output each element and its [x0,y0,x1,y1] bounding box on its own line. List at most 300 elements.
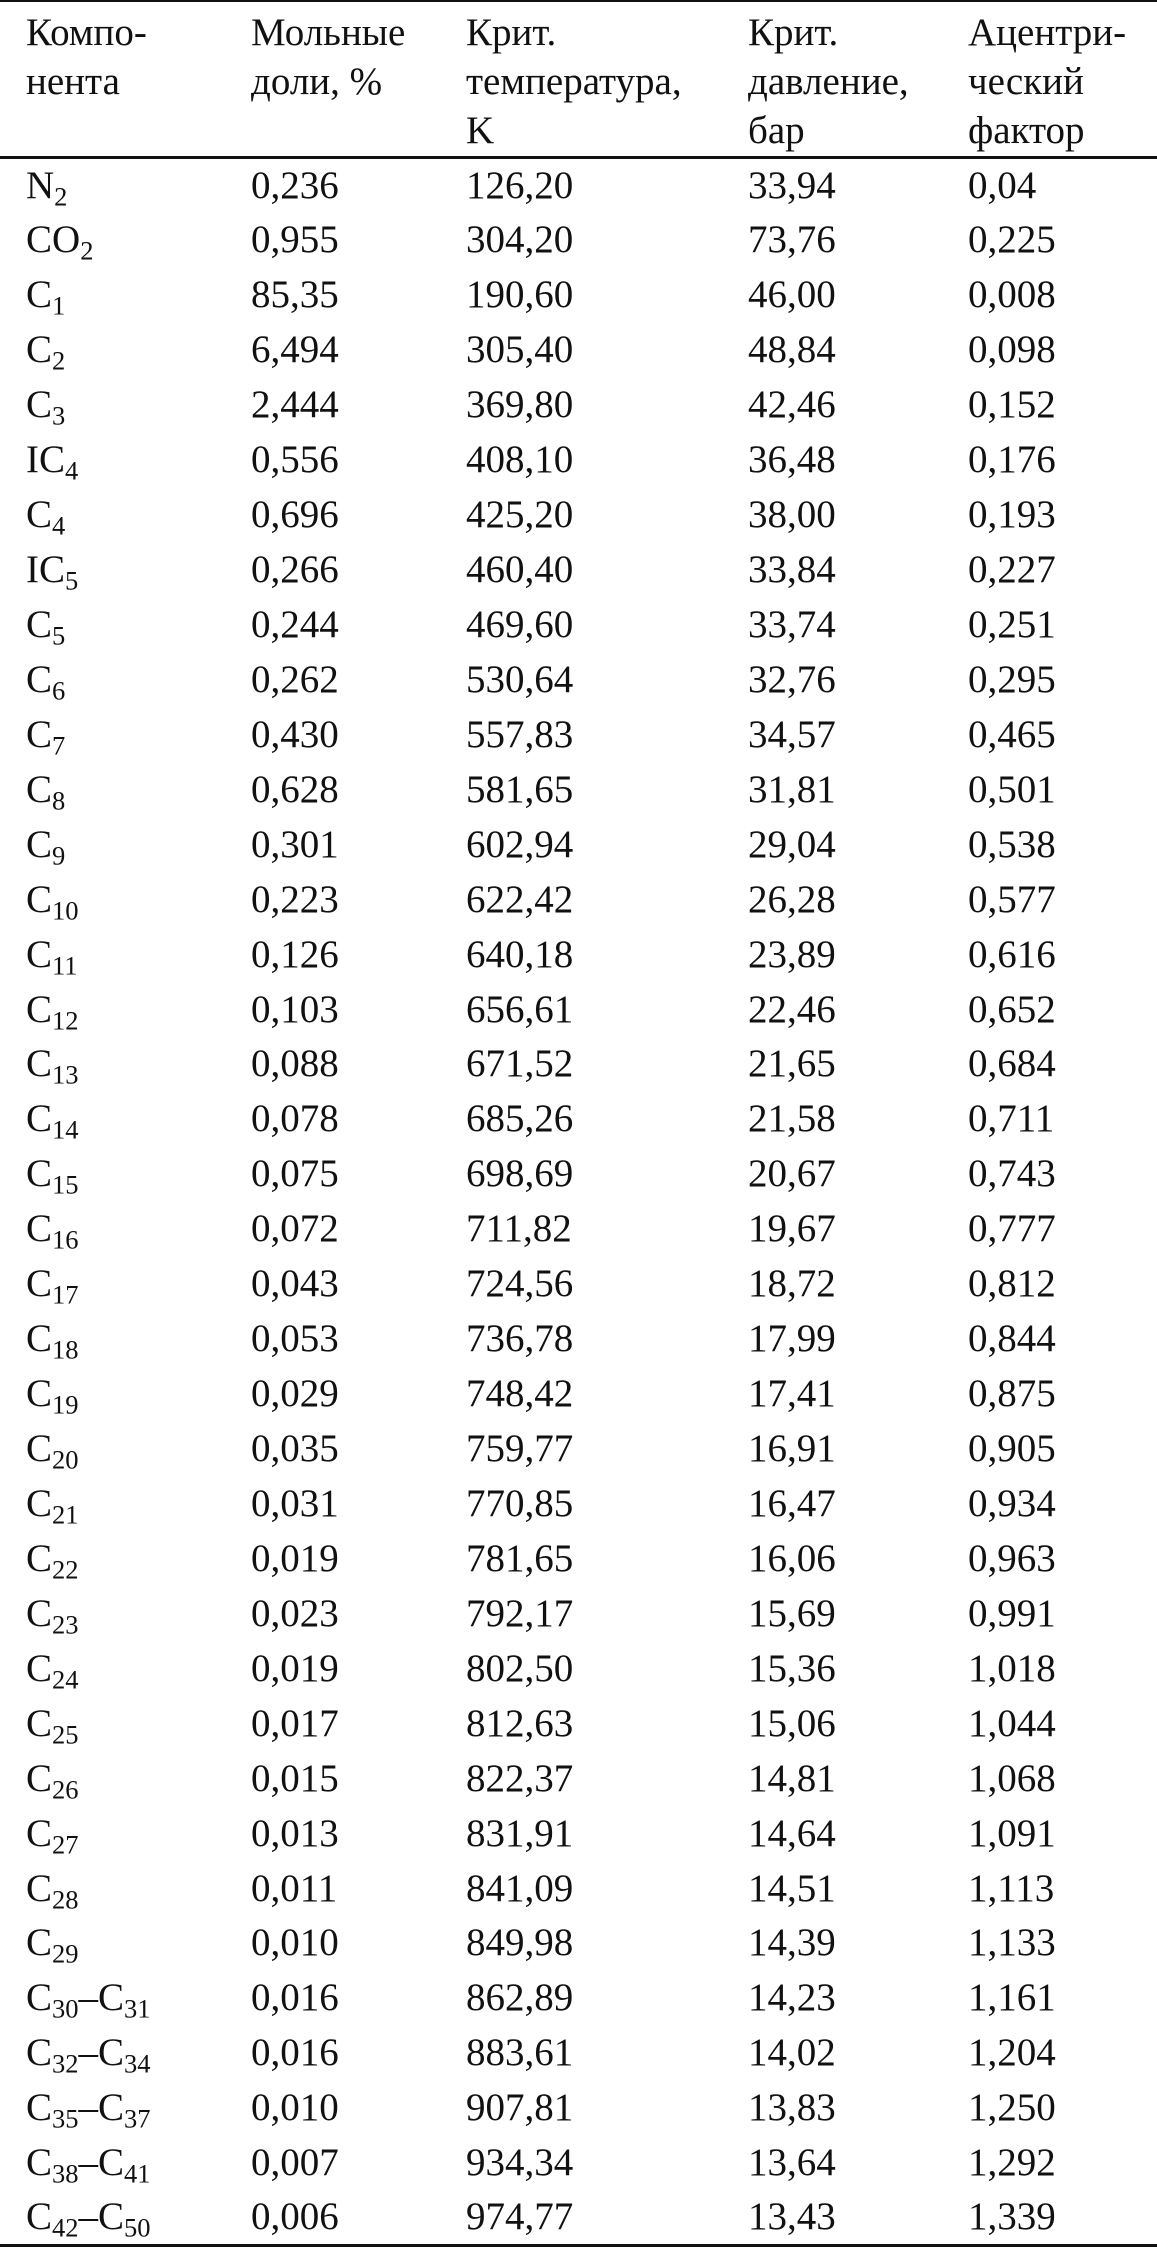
crit-temperature-cell: 460,40 [466,548,574,592]
component-formula: C [26,1811,53,1855]
component-formula: C [26,1097,53,1141]
header-line: Мольные [251,11,406,54]
table-row [0,1751,1157,1806]
crit-temperature-cell: 724,56 [466,1262,574,1306]
mole-fraction-cell: 0,075 [251,1152,339,1196]
crit-temperature-cell: 190,60 [466,273,574,317]
crit-temperature-cell: 841,09 [466,1866,574,1910]
component-subscript: 35 [52,2103,79,2134]
component-formula: C [26,2086,53,2130]
mole-fraction-cell: 0,016 [251,2031,339,2075]
crit-temperature-cell: 792,17 [466,1591,574,1635]
component-cell [0,652,225,707]
crit-temperature-cell: 736,78 [466,1317,574,1361]
acentric-factor-cell: 0,152 [968,383,1056,427]
header-line: Ацентри- [968,11,1127,54]
mole-fraction-cell: 0,010 [251,2086,339,2130]
header-line: температура, [466,60,682,103]
crit-pressure-cell: 21,58 [748,1097,836,1141]
header-mole-fraction [225,1,440,158]
component-cell [0,158,225,213]
table-row [0,542,1157,597]
crit-pressure-cell: 17,99 [748,1317,836,1361]
component-formula: C [26,1481,53,1525]
acentric-factor-cell: 0,501 [968,767,1056,811]
acentric-factor-cell: 1,161 [968,1976,1056,2020]
component-cell [0,597,225,652]
table-row [0,1586,1157,1641]
mole-fraction-cell: 0,262 [251,657,339,701]
acentric-factor-cell: 0,04 [968,164,1037,208]
component-cell [0,377,225,432]
crit-pressure-cell: 14,39 [748,1921,836,1965]
component-cell [0,1696,225,1751]
table-row [0,652,1157,707]
component-formula: C [26,712,53,756]
acentric-factor-cell: 0,963 [968,1536,1056,1580]
crit-pressure-cell: 18,72 [748,1262,836,1306]
component-subscript: 2 [80,235,94,266]
component-cell [0,2190,225,2245]
component-formula: C [98,2195,125,2239]
table-row [0,377,1157,432]
header-line: ческий [968,60,1084,103]
range-dash: – [78,1976,99,2020]
crit-temperature-cell: 849,98 [466,1921,574,1965]
crit-temperature-cell: 622,42 [466,877,574,921]
mole-fraction-cell: 6,494 [251,328,339,372]
table-row [0,1146,1157,1201]
table-body [0,158,1157,2246]
table-row [0,212,1157,267]
header-line: Крит. [748,11,839,54]
acentric-factor-cell: 0,577 [968,877,1056,921]
component-formula: C [26,1372,53,1416]
component-subscript: 31 [124,1993,151,2024]
acentric-factor-cell: 1,018 [968,1646,1056,1690]
table-row [0,1366,1157,1421]
range-dash: – [78,2195,99,2239]
component-subscript: 9 [52,840,66,871]
crit-temperature-cell: 862,89 [466,1976,574,2020]
component-formula: C [98,2141,125,2185]
crit-temperature-cell: 304,20 [466,218,574,262]
table-header [0,1,1157,158]
component-formula: C [26,328,53,372]
component-formula: C [26,1921,53,1965]
crit-temperature-cell: 934,34 [466,2141,574,2185]
acentric-factor-cell: 0,295 [968,657,1056,701]
crit-pressure-cell: 33,94 [748,164,836,208]
mole-fraction-cell: 0,301 [251,822,339,866]
crit-temperature-cell: 640,18 [466,932,574,976]
component-cell [0,432,225,487]
acentric-factor-cell: 1,339 [968,2195,1056,2239]
component-formula: C [26,2141,53,2185]
component-subscript: 10 [52,895,79,926]
acentric-factor-cell: 0,227 [968,548,1056,592]
crit-pressure-cell: 26,28 [748,877,836,921]
component-formula: C [26,1262,53,1306]
crit-temperature-cell: 685,26 [466,1097,574,1141]
mole-fraction-cell: 0,010 [251,1921,339,1965]
component-subscript: 15 [52,1169,79,1200]
component-subscript: 4 [65,455,79,486]
header-line: нента [26,60,120,103]
header-line: доли, % [251,60,383,103]
component-cell [0,2025,225,2080]
component-formula: N [26,164,55,208]
acentric-factor-cell: 0,684 [968,1042,1056,1086]
component-subscript: 20 [52,1444,79,1475]
component-cell [0,707,225,762]
table-row [0,2080,1157,2135]
mole-fraction-cell: 0,088 [251,1042,339,1086]
mole-fraction-cell: 0,955 [251,218,339,262]
crit-temperature-cell: 126,20 [466,164,574,208]
range-dash: – [78,2141,99,2185]
component-cell [0,1970,225,2025]
acentric-factor-cell: 1,133 [968,1921,1056,1965]
crit-pressure-cell: 36,48 [748,438,836,482]
component-cell [0,927,225,982]
component-cell [0,2135,225,2190]
crit-temperature-cell: 469,60 [466,602,574,646]
component-cell [0,1916,225,1971]
component-cell [0,267,225,322]
header-line: Компо- [26,11,147,54]
component-subscript: 1 [52,290,66,321]
crit-pressure-cell: 42,46 [748,383,836,427]
component-subscript: 19 [52,1389,79,1420]
acentric-factor-cell: 0,225 [968,218,1056,262]
component-subscript: 11 [52,950,78,981]
component-cell [0,1256,225,1311]
mole-fraction-cell: 0,266 [251,548,339,592]
mole-fraction-cell: 0,019 [251,1646,339,1690]
acentric-factor-cell: 1,204 [968,2031,1056,2075]
header-line: K [466,109,495,152]
component-cell [0,212,225,267]
component-formula: C [26,1976,53,2020]
component-subscript: 24 [52,1664,79,1695]
mole-fraction-cell: 85,35 [251,273,339,317]
mole-fraction-cell: 0,007 [251,2141,339,2185]
mole-fraction-cell: 0,072 [251,1207,339,1251]
component-cell [0,1861,225,1916]
component-subscript: 14 [52,1114,79,1145]
crit-pressure-cell: 15,36 [748,1646,836,1690]
crit-temperature-cell: 602,94 [466,822,574,866]
acentric-factor-cell: 0,538 [968,822,1056,866]
component-cell [0,1586,225,1641]
component-subscript: 4 [52,510,66,541]
component-subscript: 2 [52,345,66,376]
mole-fraction-cell: 0,043 [251,1262,339,1306]
component-formula: C [26,1701,53,1745]
component-formula: IC [26,438,65,482]
component-formula: C [26,1207,53,1251]
component-formula: C [26,1042,53,1086]
crit-temperature-cell: 711,82 [466,1207,572,1251]
crit-temperature-cell: 781,65 [466,1536,574,1580]
header-line: давление, [748,60,909,103]
component-cell [0,982,225,1037]
crit-temperature-cell: 581,65 [466,767,574,811]
mole-fraction-cell: 0,017 [251,1701,339,1745]
mole-fraction-cell: 0,013 [251,1811,339,1855]
table-row [0,1531,1157,1586]
table-row [0,1091,1157,1146]
acentric-factor-cell: 1,044 [968,1701,1056,1745]
crit-pressure-cell: 32,76 [748,657,836,701]
table-row [0,927,1157,982]
component-subscript: 38 [52,2158,79,2189]
table-row [0,322,1157,377]
acentric-factor-cell: 0,193 [968,493,1056,537]
crit-pressure-cell: 13,83 [748,2086,836,2130]
component-subscript: 16 [52,1224,79,1255]
header-crit-pressure [722,1,942,158]
acentric-factor-cell: 1,091 [968,1811,1056,1855]
component-formula: CO [26,218,81,262]
crit-temperature-cell: 671,52 [466,1042,574,1086]
crit-pressure-cell: 23,89 [748,932,836,976]
table-row [0,432,1157,487]
crit-pressure-cell: 46,00 [748,273,836,317]
crit-pressure-cell: 16,06 [748,1536,836,1580]
component-formula: C [26,1591,53,1635]
mole-fraction-cell: 0,628 [251,767,339,811]
component-subscript: 34 [124,2048,151,2079]
table-row [0,2025,1157,2080]
crit-pressure-cell: 20,67 [748,1152,836,1196]
acentric-factor-cell: 0,251 [968,602,1056,646]
table-row [0,1201,1157,1256]
component-subscript: 17 [52,1279,79,1310]
header-line: Крит. [466,11,557,54]
table-row [0,762,1157,817]
component-cell [0,487,225,542]
component-subscript: 22 [52,1554,79,1585]
component-cell [0,1201,225,1256]
component-cell [0,1641,225,1696]
component-subscript: 37 [124,2103,151,2134]
table-row [0,1256,1157,1311]
crit-pressure-cell: 21,65 [748,1042,836,1086]
component-formula: C [26,383,53,427]
crit-temperature-cell: 759,77 [466,1427,574,1471]
component-cell [0,542,225,597]
range-dash: – [78,2086,99,2130]
component-formula: C [26,1866,53,1910]
component-cell [0,322,225,377]
component-formula: C [26,273,53,317]
table-row [0,982,1157,1037]
mole-fraction-cell: 0,244 [251,602,339,646]
mole-fraction-cell: 0,078 [251,1097,339,1141]
component-formula: C [26,1152,53,1196]
component-cell [0,1751,225,1806]
header-line: фактор [968,109,1085,152]
component-subscript: 27 [52,1829,79,1860]
crit-pressure-cell: 13,64 [748,2141,836,2185]
component-cell [0,1366,225,1421]
crit-temperature-cell: 770,85 [466,1481,574,1525]
acentric-factor-cell: 0,652 [968,987,1056,1031]
table-row [0,158,1157,213]
crit-pressure-cell: 15,69 [748,1591,836,1635]
header-crit-temperature [440,1,722,158]
table-row [0,597,1157,652]
component-subscript: 7 [52,730,66,761]
table-row [0,1861,1157,1916]
component-formula: C [26,877,53,921]
component-subscript: 32 [52,2048,79,2079]
crit-pressure-cell: 38,00 [748,493,836,537]
crit-temperature-cell: 698,69 [466,1152,574,1196]
component-cell [0,872,225,927]
mole-fraction-cell: 0,016 [251,1976,339,2020]
component-formula: C [26,602,53,646]
table-row [0,817,1157,872]
crit-temperature-cell: 369,80 [466,383,574,427]
component-subscript: 30 [52,1993,79,2024]
acentric-factor-cell: 0,465 [968,712,1056,756]
component-formula: C [98,1976,125,2020]
component-subscript: 8 [52,785,66,816]
component-subscript: 3 [52,400,66,431]
component-subscript: 21 [52,1499,79,1530]
table-row [0,1916,1157,1971]
crit-pressure-cell: 48,84 [748,328,836,372]
mole-fraction-cell: 0,126 [251,932,339,976]
mole-fraction-cell: 0,556 [251,438,339,482]
acentric-factor-cell: 0,991 [968,1591,1056,1635]
acentric-factor-cell: 0,743 [968,1152,1056,1196]
crit-pressure-cell: 73,76 [748,218,836,262]
component-cell [0,1531,225,1586]
table-row [0,1421,1157,1476]
component-formula: C [98,2086,125,2130]
component-formula: C [26,657,53,701]
crit-temperature-cell: 822,37 [466,1756,574,1800]
acentric-factor-cell: 0,844 [968,1317,1056,1361]
mole-fraction-cell: 0,696 [251,493,339,537]
crit-temperature-cell: 408,10 [466,438,574,482]
crit-pressure-cell: 31,81 [748,767,836,811]
component-subscript: 5 [65,565,79,596]
crit-pressure-cell: 14,02 [748,2031,836,2075]
component-formula: C [26,1427,53,1471]
mole-fraction-cell: 0,011 [251,1866,338,1910]
table-row [0,267,1157,322]
crit-temperature-cell: 907,81 [466,2086,574,2130]
component-subscript: 26 [52,1774,79,1805]
component-subscript: 28 [52,1883,79,1914]
component-formula: C [26,767,53,811]
crit-temperature-cell: 425,20 [466,493,574,537]
crit-pressure-cell: 14,64 [748,1811,836,1855]
mole-fraction-cell: 0,053 [251,1317,339,1361]
component-cell [0,1476,225,1531]
header-acentric-factor [942,1,1157,158]
acentric-factor-cell: 0,616 [968,932,1056,976]
mole-fraction-cell: 0,430 [251,712,339,756]
component-subscript: 18 [52,1334,79,1365]
acentric-factor-cell: 0,934 [968,1481,1056,1525]
component-formula: IC [26,548,65,592]
range-dash: – [78,2031,99,2075]
acentric-factor-cell: 0,098 [968,328,1056,372]
crit-pressure-cell: 14,51 [748,1866,836,1910]
crit-temperature-cell: 656,61 [466,987,574,1031]
acentric-factor-cell: 0,711 [968,1097,1055,1141]
component-cell [0,1037,225,1092]
crit-temperature-cell: 812,63 [466,1701,574,1745]
table-row [0,2190,1157,2245]
component-cell [0,1091,225,1146]
crit-pressure-cell: 13,43 [748,2195,836,2239]
component-cell [0,762,225,817]
header-row [0,1,1157,158]
component-formula: C [98,2031,125,2075]
component-cell [0,2080,225,2135]
component-subscript: 5 [52,620,66,651]
mole-fraction-cell: 0,035 [251,1427,339,1471]
component-cell [0,817,225,872]
component-formula: C [26,2195,53,2239]
table-row [0,1970,1157,2025]
crit-pressure-cell: 14,23 [748,1976,836,2020]
component-formula: C [26,932,53,976]
table-row [0,1806,1157,1861]
component-cell [0,1806,225,1861]
component-formula: C [26,1536,53,1580]
crit-temperature-cell: 748,42 [466,1372,574,1416]
component-subscript: 41 [124,2158,151,2189]
mole-fraction-cell: 0,023 [251,1591,339,1635]
crit-pressure-cell: 19,67 [748,1207,836,1251]
component-cell [0,1146,225,1201]
mole-fraction-cell: 0,029 [251,1372,339,1416]
table-row [0,1476,1157,1531]
acentric-factor-cell: 0,812 [968,1262,1056,1306]
component-subscript: 42 [52,2212,79,2243]
crit-pressure-cell: 33,74 [748,602,836,646]
table-row [0,872,1157,927]
crit-temperature-cell: 831,91 [466,1811,574,1855]
crit-pressure-cell: 17,41 [748,1372,836,1416]
crit-temperature-cell: 974,77 [466,2195,574,2239]
mole-fraction-cell: 0,006 [251,2195,339,2239]
crit-pressure-cell: 16,47 [748,1481,836,1525]
crit-pressure-cell: 15,06 [748,1701,836,1745]
component-subscript: 50 [124,2212,151,2243]
component-formula: C [26,2031,53,2075]
table-row [0,1641,1157,1696]
acentric-factor-cell: 0,176 [968,438,1056,482]
component-subscript: 6 [52,675,66,706]
crit-pressure-cell: 16,91 [748,1427,836,1471]
mole-fraction-cell: 2,444 [251,383,339,427]
component-formula: C [26,493,53,537]
crit-pressure-cell: 33,84 [748,548,836,592]
component-formula: C [26,1756,53,1800]
crit-pressure-cell: 29,04 [748,822,836,866]
component-formula: C [26,822,53,866]
table-row [0,1037,1157,1092]
